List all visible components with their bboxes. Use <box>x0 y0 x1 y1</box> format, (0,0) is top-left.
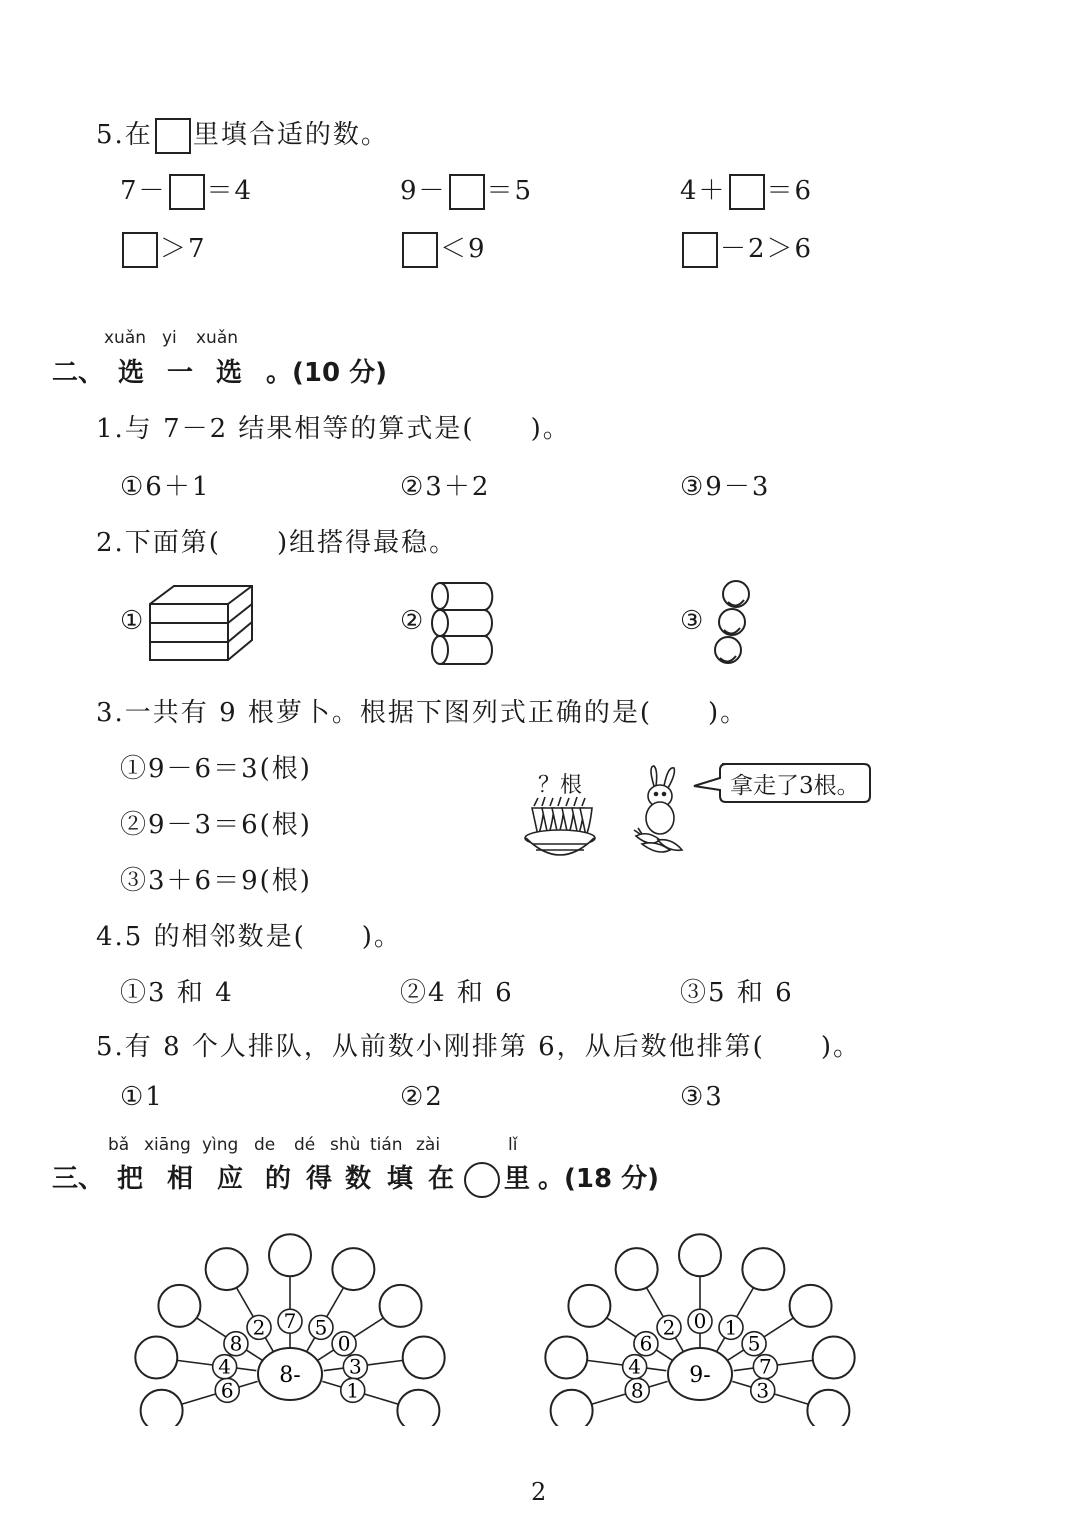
section2-char: 一 <box>167 358 194 388</box>
answer-circle[interactable] <box>141 1390 183 1426</box>
q5-eq3 <box>680 170 813 210</box>
section3-title <box>52 1158 659 1198</box>
q5-title-post: 里填合适的数。 <box>192 120 389 150</box>
answer-box[interactable] <box>122 232 158 268</box>
section3-char: 应 <box>217 1164 244 1194</box>
number-label: 3 <box>756 1378 770 1403</box>
speech-text: 拿走了3根。 <box>730 773 860 799</box>
carrot-basket-image <box>522 796 598 858</box>
stacked-balls-image <box>706 578 756 668</box>
answer-circle[interactable] <box>813 1336 855 1378</box>
s2-q5-text: 5.有 8 个人排队，从前数小刚排第 6，从后数他排第( )。 <box>96 1032 861 1062</box>
number-label: 6 <box>220 1378 234 1403</box>
s2-q2-opt3[interactable]: ③ <box>680 606 706 636</box>
answer-circle[interactable] <box>568 1285 610 1327</box>
section2-pinyin-1: xuǎn <box>104 328 147 348</box>
section3-char: 在 <box>428 1164 455 1194</box>
answer-circle[interactable] <box>158 1285 200 1327</box>
section2-num: 二、 <box>52 358 105 388</box>
section3-char: 填 <box>387 1164 414 1194</box>
answer-circle-icon <box>464 1162 500 1198</box>
s3-pinyin-3: yìng <box>202 1135 239 1155</box>
number-label: 8 <box>630 1378 644 1403</box>
rabbit-image <box>628 764 692 860</box>
s3-pinyin-2: xiāng <box>144 1135 191 1155</box>
answer-circle[interactable] <box>380 1285 422 1327</box>
s2-q1-opt3[interactable]: ③9－3 <box>680 472 771 502</box>
number-label: 0 <box>693 1309 707 1334</box>
s2-q2-opt2[interactable]: ② <box>400 606 426 636</box>
s2-q5-opt3[interactable]: ③3 <box>680 1082 724 1112</box>
answer-circle[interactable] <box>403 1336 445 1378</box>
number-label: 4 <box>218 1354 232 1379</box>
answer-circle[interactable] <box>551 1390 593 1426</box>
peacock-diagram-2 <box>540 1206 860 1426</box>
number-label: 2 <box>252 1315 266 1340</box>
section2-pinyin-3: xuǎn <box>196 328 239 348</box>
section3-after: 里 <box>504 1164 531 1194</box>
peacock1-center-label: 8- <box>279 1363 301 1388</box>
s2-q3-opt3[interactable]: ③3＋6＝9(根) <box>120 866 312 896</box>
s2-q1-text: 1.与 7－2 结果相等的算式是( )。 <box>96 414 571 444</box>
s3-pinyin-5: dé <box>294 1135 316 1155</box>
number-label: 8 <box>229 1331 243 1356</box>
stacked-bricks-image <box>146 582 258 664</box>
number-label: 7 <box>283 1309 297 1334</box>
ineq2-post: ＜9 <box>440 234 487 264</box>
q5-title <box>96 114 389 154</box>
number-label: 5 <box>747 1331 761 1356</box>
q5-ineq2 <box>400 228 487 268</box>
ineq1-post: ＞7 <box>160 234 207 264</box>
section3-num: 三、 <box>52 1164 105 1194</box>
section2-char: 选 <box>118 358 145 388</box>
answer-box[interactable] <box>402 232 438 268</box>
answer-circle[interactable] <box>269 1234 311 1276</box>
section3-char: 把 <box>117 1164 144 1194</box>
number-label: 0 <box>337 1331 351 1356</box>
s2-q2-opt1[interactable]: ① <box>120 606 146 636</box>
s3-pinyin-8: zài <box>416 1135 441 1155</box>
s3-pinyin-7: tián <box>370 1135 403 1155</box>
section3-char: 相 <box>167 1164 194 1194</box>
answer-box[interactable] <box>449 174 485 210</box>
section3-char: 数 <box>345 1164 372 1194</box>
s2-q3-opt2[interactable]: ②9－3＝6(根) <box>120 810 312 840</box>
s3-pinyin-4: de <box>254 1135 276 1155</box>
eq3-post: ＝6 <box>766 176 814 206</box>
page-number: 2 <box>531 1478 547 1506</box>
number-label: 3 <box>348 1354 362 1379</box>
s2-q4-opt1[interactable]: ①3 和 4 <box>120 978 234 1008</box>
q5-eq1 <box>120 170 253 210</box>
section3-score: 。(18 分) <box>538 1164 660 1194</box>
peacock2-center-label: 9- <box>689 1363 711 1388</box>
s2-q1-opt2[interactable]: ②3＋2 <box>400 472 491 502</box>
number-label: 1 <box>724 1315 738 1340</box>
answer-circle[interactable] <box>807 1390 849 1426</box>
q5-eq2 <box>400 170 533 210</box>
eq2-pre: 9－ <box>400 176 447 206</box>
s2-q2-text: 2.下面第( )组搭得最稳。 <box>96 528 458 558</box>
answer-circle[interactable] <box>332 1248 374 1290</box>
s3-pinyin-1: bǎ <box>108 1135 130 1155</box>
s2-q5-opt2[interactable]: ②2 <box>400 1082 444 1112</box>
q5-ineq1 <box>120 228 207 268</box>
section2-score: 。(10 分) <box>266 358 388 388</box>
s3-pinyin-6: shù <box>330 1135 361 1155</box>
s3-pinyin-9: lǐ <box>508 1135 518 1155</box>
answer-circle[interactable] <box>397 1390 439 1426</box>
eq1-pre: 7－ <box>120 176 167 206</box>
answer-box[interactable] <box>155 118 191 154</box>
answer-circle[interactable] <box>616 1248 658 1290</box>
stacked-cylinders-image <box>428 580 498 666</box>
section2-char: 选 <box>216 358 243 388</box>
s2-q4-opt2[interactable]: ②4 和 6 <box>400 978 514 1008</box>
eq3-pre: 4＋ <box>680 176 727 206</box>
s2-q4-text: 4.5 的相邻数是( )。 <box>96 922 402 952</box>
answer-circle[interactable] <box>206 1248 248 1290</box>
answer-box[interactable] <box>682 232 718 268</box>
s2-q3-opt1[interactable]: ①9－6＝3(根) <box>120 754 312 784</box>
answer-circle[interactable] <box>790 1285 832 1327</box>
section2-pinyin-2: yi <box>162 328 177 348</box>
s2-q1-opt1[interactable]: ①6＋1 <box>120 472 211 502</box>
answer-circle[interactable] <box>135 1336 177 1378</box>
answer-box[interactable] <box>729 174 765 210</box>
answer-circle[interactable] <box>742 1248 784 1290</box>
number-label: 5 <box>314 1315 328 1340</box>
section3-char: 的 <box>265 1164 292 1194</box>
basket-label: ？根 <box>538 773 583 798</box>
s2-q3-text: 3.一共有 9 根萝卜。根据下图列式正确的是( )。 <box>96 698 749 728</box>
q5-ineq3 <box>680 228 813 268</box>
peacock-diagram-1 <box>130 1206 450 1426</box>
section3-char: 得 <box>306 1164 333 1194</box>
eq2-post: ＝5 <box>486 176 534 206</box>
number-label: 7 <box>758 1354 772 1379</box>
number-label: 1 <box>346 1378 360 1403</box>
ineq3-post: －2＞6 <box>720 234 814 264</box>
number-label: 2 <box>662 1315 676 1340</box>
s2-q4-opt3[interactable]: ③5 和 6 <box>680 978 794 1008</box>
answer-circle[interactable] <box>545 1336 587 1378</box>
number-label: 4 <box>628 1354 642 1379</box>
answer-box[interactable] <box>169 174 205 210</box>
eq1-post: ＝4 <box>206 176 254 206</box>
answer-circle[interactable] <box>679 1234 721 1276</box>
section2-title <box>52 352 387 389</box>
s2-q5-opt1[interactable]: ①1 <box>120 1082 164 1112</box>
q5-title-pre: 5.在 <box>96 120 153 150</box>
number-label: 6 <box>639 1331 653 1356</box>
